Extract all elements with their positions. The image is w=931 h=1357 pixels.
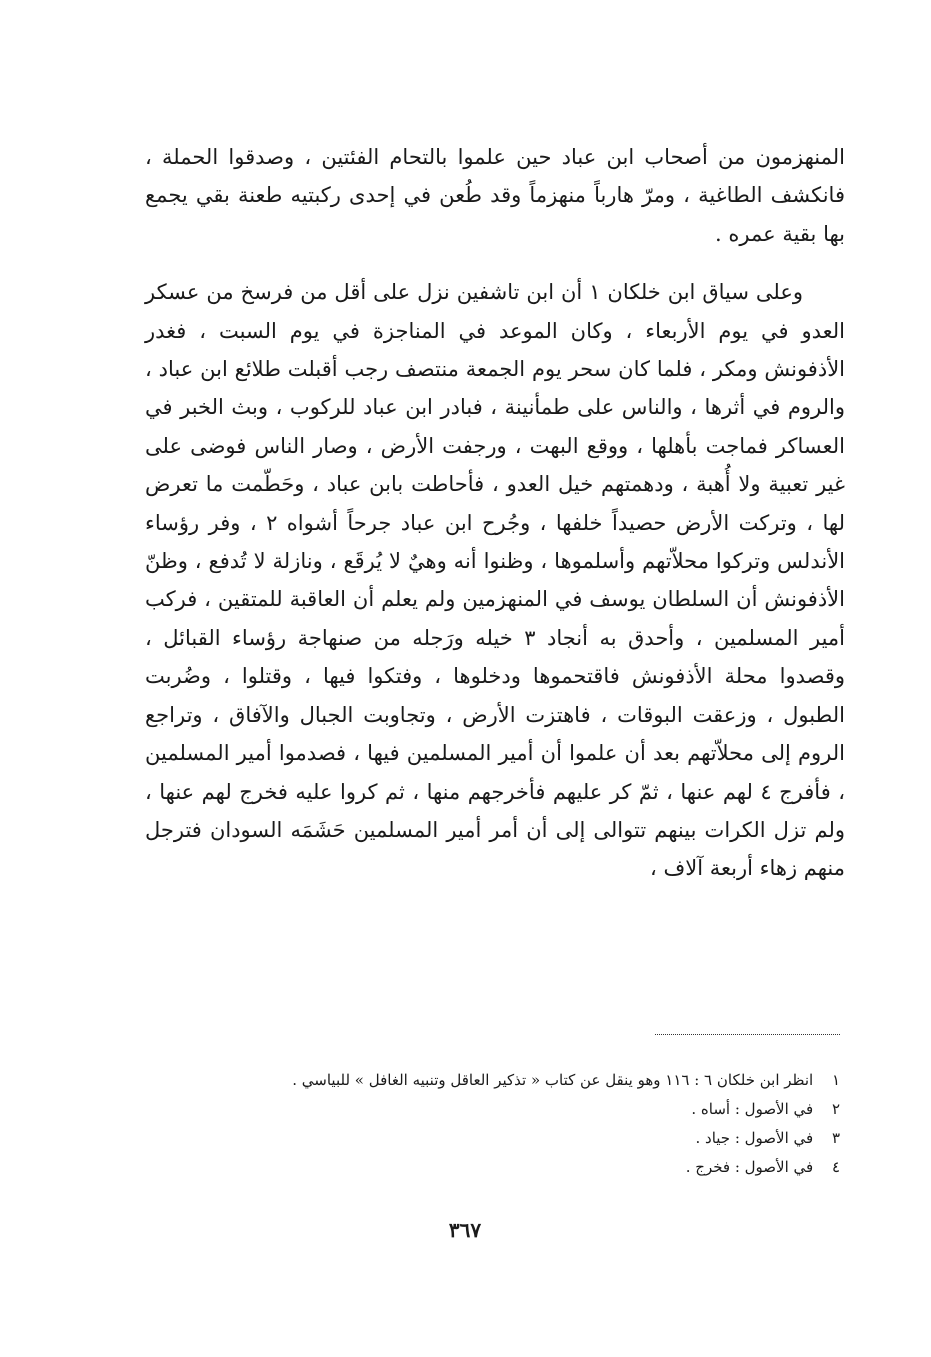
page-number: ٣٦٧ — [448, 1218, 482, 1242]
footnotes-list — [180, 1066, 840, 1182]
footnote-separator — [655, 1034, 840, 1035]
footnote-text: في الأصول : فخرج . — [685, 1158, 814, 1176]
footnote-3 — [180, 1124, 840, 1153]
footnote-text: انظر ابن خلكان ٦ : ١١٦ وهو ينقل عن كتاب « تذكير العاقل وتنبيه الغافل » للبياسي . — [292, 1071, 814, 1089]
footnote-4 — [180, 1153, 840, 1182]
footnote-number: ٤ — [831, 1158, 840, 1176]
footnote-2 — [180, 1095, 840, 1124]
footnote-text: في الأصول : جياد . — [695, 1129, 814, 1147]
footnote-number: ١ — [831, 1071, 840, 1089]
footnote-text: في الأصول : أساه . — [691, 1100, 814, 1118]
footnote-1 — [180, 1066, 840, 1095]
footnote-number: ٣ — [831, 1129, 840, 1147]
footnote-number: ٢ — [831, 1100, 840, 1118]
main-text — [145, 138, 845, 888]
paragraph-1: المنهزمون من أصحاب ابن عباد حين علموا بالتحام الفئتين ، وصدقوا الحملة ، فانكشف الطاغية ، ومرّ هارباً منهزماً وقد طُعن في إحدى ركبتيه طعنة بقي يجمع بها بقية عمره . — [145, 145, 845, 246]
paragraph-2: وعلى سياق ابن خلكان ١ أن ابن تاشفين نزل على أقل من فرسخ من عسكر العدو في يوم الأربعاء ، وكان الموعد في المناجزة في يوم السبت ، فغدر الأذفونش ومكر ، فلما كان سحر يوم الجمعة منتصف رجب أقبلت طلائع ابن عباد ، والروم في أثرها ، والناس على طمأنينة ، فبادر ابن عباد للركوب ، وبث الخبر في العساكر فماجت بأهلها ، ووقع البهت ، ورجفت الأرض ، وصار الناس فوضى على غير تعبية ولا أُهبة ، ودهمتهم خيل العدو ، فأحاطت بابن عباد ، وحَطّمت ما تعرض لها ، وتركت الأرض حصيداً خلفها ، وجُرح ابن عباد جرحاً أشواه ٢ ، وفر رؤساء الأندلس وتركوا محلاّتهم وأسلموها ، وظنوا أنه وهيٌ لا يُرقَع ، ونازلة لا تُدفع ، وظنّ الأذفونش أن السلطان يوسف في المنهزمين ولم يعلم أن العاقبة للمتقين ، فركب أمير المسلمين ، وأحدق به أنجاد ٣ خيله ورَجله من صنهاجة رؤساء القبائل ، وقصدوا محلة الأذفونش فاقتحموها ودخلوها ، وفتكوا فيها ، وقتلوا ، وضُربت الطبول ، وزعقت البوقات ، فاهتزت الأرض ، وتجاوبت الجبال والآفاق ، وتراجع الروم إلى محلاّتهم بعد أن علموا أن أمير المسلمين فيها ، فصدموا أمير المسلمين ، فأفرج ٤ لهم عنها ، ثمّ كر عليهم فأخرجهم منها ، ثم كروا عليه فخرج لهم عنها ، ولم تزل الكرات بينهم تتوالى إلى أن أمر أمير المسلمين حَشَمَه السودان فترجل منهم زهاء أربعة آلاف ، — [145, 280, 845, 881]
